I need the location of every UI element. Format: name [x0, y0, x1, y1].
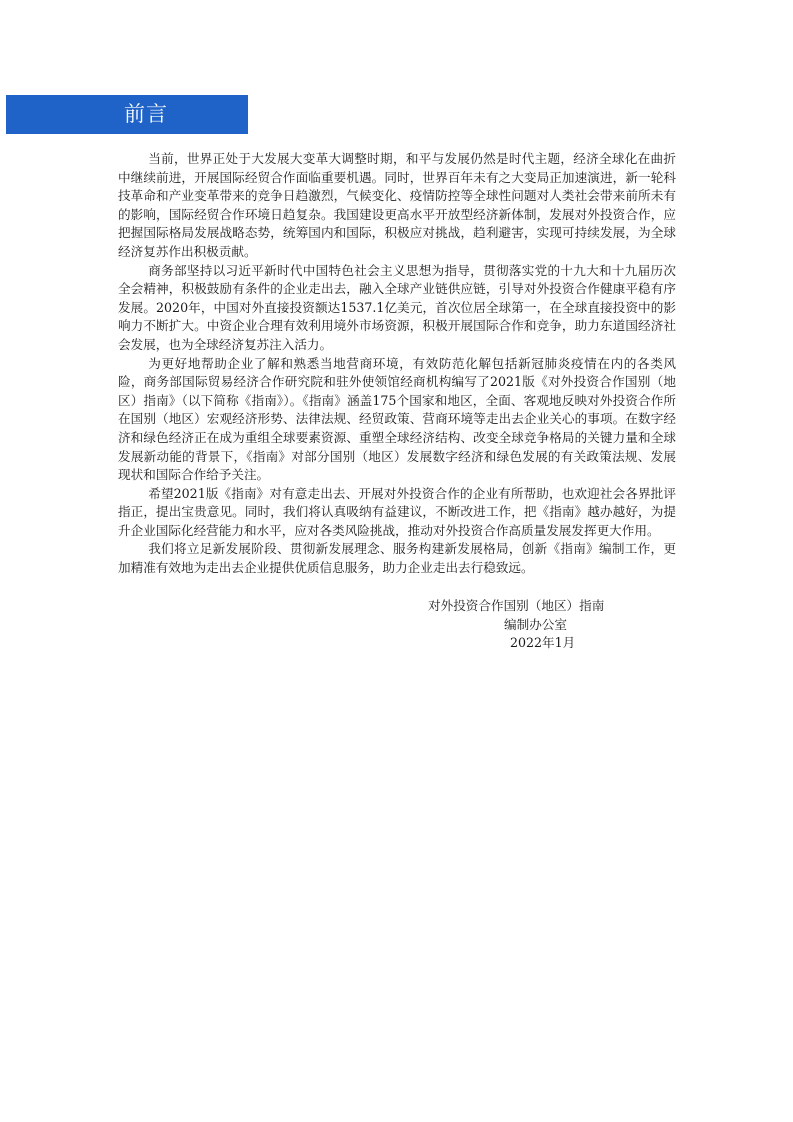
signature-date: 2022年1月 [510, 635, 576, 651]
paragraph: 我们将立足新发展阶段、贯彻新发展理念、服务构建新发展格局，创新《指南》编制工作，更加精准有效地为走出去企业提供优质信息服务，助力企业走出去行稳致远。 [118, 541, 676, 576]
paragraph: 当前，世界正处于大发展大变革大调整时期，和平与发展仍然是时代主题，经济全球化在曲折中继续前进，开展国际经贸合作面临重要机遇。同时，世界百年未有之大变局正加速演进，新一轮科技革命和产业变革带来的竞争日趋激烈，气候变化、疫情防控等全球性问题对人类社会带来前所未有的影响，国际经贸合作环境日趋复杂。我国建设更高水平开放型经济新体制，发展对外投资合作，应把握国际格局发展战略态势，统筹国内和国际，积极应对挑战，趋利避害，实现可持续发展，为全球经济复苏作出积极贡献。 [118, 151, 676, 259]
signature-organization: 对外投资合作国别（地区）指南 [428, 598, 605, 613]
preface-body [118, 150, 676, 578]
signature-block [400, 597, 620, 653]
section-title: 前言 [124, 102, 168, 126]
section-header-bar [6, 95, 248, 134]
signature-office: 编制办公室 [504, 616, 567, 632]
paragraph: 希望2021版《指南》对有意走出去、开展对外投资合作的企业有所帮助，也欢迎社会各界批评指正，提出宝贵意见。同时，我们将认真吸纳有益建议，不断改进工作，把《指南》越办越好，为提升企业国际化经营能力和水平，应对各类风险挑战，推动对外投资合作高质量发展发挥更大作用。 [118, 485, 676, 538]
paragraph: 商务部坚持以习近平新时代中国特色社会主义思想为指导，贯彻落实党的十九大和十九届历次全会精神，积极鼓励有条件的企业走出去，融入全球产业链供应链，引导对外投资合作健康平稳有序发展。2020年，中国对外直接投资额达1537.1亿美元，首次位居全球第一，在全球直接投资中的影响力不断扩大。中资企业合理有效利用境外市场资源，积极开展国际合作和竞争，助力东道国经济社会发展，也为全球经济复苏注入活力。 [118, 262, 676, 352]
paragraph: 为更好地帮助企业了解和熟悉当地营商环境，有效防范化解包括新冠肺炎疫情在内的各类风险，商务部国际贸易经济合作研究院和驻外使领馆经商机构编写了2021版《对外投资合作国别（地区）指南》（以下简称《指南》）。《指南》涵盖175个国家和地区，全面、客观地反映对外投资合作所在国别（地区）宏观经济形势、法律法规、经贸政策、营商环境等走出去企业关心的事项。在数字经济和绿色经济正在成为重组全球要素资源、重塑全球经济结构、改变全球竞争格局的关键力量和全球发展新动能的背景下，《指南》对部分国别（地区）发展数字经济和绿色发展的有关政策法规、发展现状和国际合作给予关注。 [118, 355, 676, 483]
